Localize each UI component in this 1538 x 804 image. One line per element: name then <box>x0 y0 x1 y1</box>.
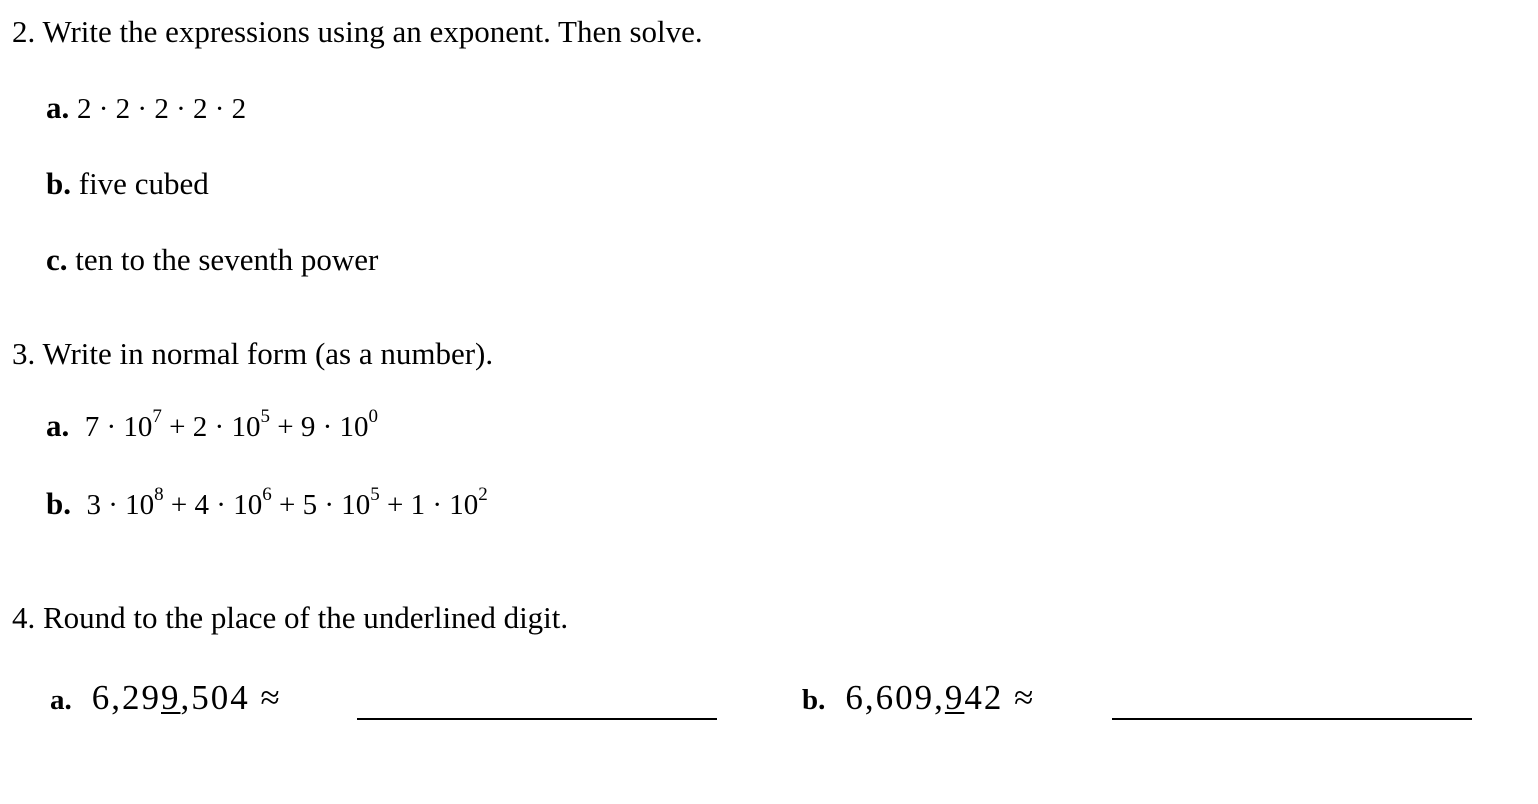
power-term <box>300 406 378 443</box>
item-label: a. <box>46 90 70 125</box>
coefficient: 9 · <box>300 411 340 443</box>
coefficient: 3 · <box>86 489 126 521</box>
answer-blank-4a[interactable] <box>357 718 717 720</box>
item-text: five cubed <box>78 166 209 201</box>
item-expression <box>84 406 378 443</box>
question-2a <box>46 90 246 127</box>
underlined-digit: 9 <box>161 678 181 717</box>
item-label: a. <box>50 684 72 716</box>
plus-sign: + <box>161 411 193 443</box>
question-2b <box>46 166 209 202</box>
power-term <box>86 484 164 521</box>
item-label: c. <box>46 242 68 277</box>
plus-sign: + <box>269 411 301 443</box>
base: 10 <box>449 489 479 521</box>
coefficient: 2 · <box>192 411 232 443</box>
base: 10 <box>339 411 369 443</box>
base: 10 <box>341 489 371 521</box>
power-term <box>194 484 272 521</box>
base: 10 <box>123 411 153 443</box>
coefficient: 4 · <box>194 489 234 521</box>
plus-sign: + <box>379 489 411 521</box>
question-3-title: 3. Write in normal form (as a number). <box>12 336 494 371</box>
coefficient: 5 · <box>302 489 342 521</box>
question-3a <box>46 408 378 445</box>
power-term <box>410 484 488 521</box>
underlined-digit: 9 <box>944 678 965 717</box>
base: 10 <box>125 489 155 521</box>
base: 10 <box>233 489 263 521</box>
plus-sign: + <box>163 489 195 521</box>
exponent: 8 <box>154 484 164 506</box>
approx-symbol: ≈ <box>260 678 282 717</box>
item-text: ten to the seventh power <box>75 242 379 277</box>
question-2c <box>46 242 378 278</box>
question-4b <box>802 676 1035 722</box>
power-term <box>192 406 270 443</box>
item-label: a. <box>46 408 70 443</box>
exponent: 7 <box>152 406 162 428</box>
item-label: b. <box>802 684 826 716</box>
approx-symbol: ≈ <box>1014 678 1036 717</box>
item-expression <box>86 484 488 521</box>
power-term <box>84 406 162 443</box>
exponent: 0 <box>368 406 378 428</box>
item-label: b. <box>46 166 71 201</box>
exponent: 5 <box>370 484 380 506</box>
power-term <box>302 484 380 521</box>
number-after: ,504 <box>180 678 250 717</box>
question-4-title: 4. Round to the place of the underlined digit. <box>12 600 569 635</box>
exponent: 6 <box>262 484 272 506</box>
number-before: 6,29 <box>91 678 161 717</box>
item-label: b. <box>46 486 71 521</box>
exponent: 5 <box>260 406 270 428</box>
question-4a <box>50 676 282 722</box>
exponent: 2 <box>478 484 488 506</box>
question-3b <box>46 486 488 523</box>
base: 10 <box>231 411 261 443</box>
plus-sign: + <box>271 489 303 521</box>
coefficient: 1 · <box>410 489 450 521</box>
number-before: 6,609, <box>845 678 945 717</box>
coefficient: 7 · <box>84 411 124 443</box>
answer-blank-4b[interactable] <box>1112 718 1472 720</box>
number-after: 42 <box>964 678 1004 717</box>
question-2-title: 2. Write the expressions using an exponent. Then solve. <box>12 14 703 49</box>
item-expression: 2 · 2 · 2 · 2 · 2 <box>77 93 247 125</box>
